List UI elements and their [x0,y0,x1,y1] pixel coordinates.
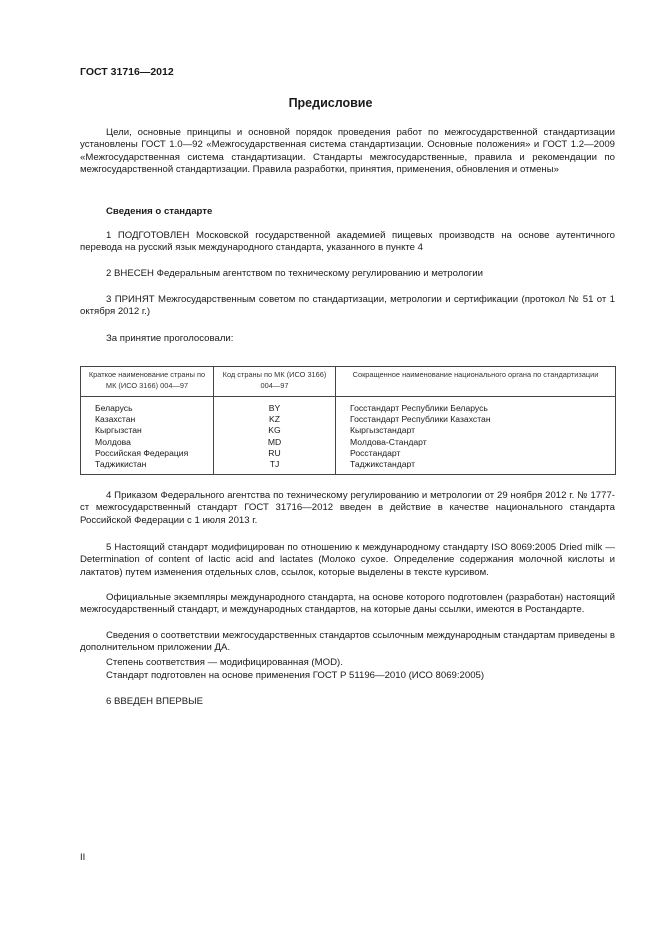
document-header: ГОСТ 31716—2012 [80,66,174,78]
body-cell: Госстандарт Республики Беларусь [336,397,616,415]
body-cell: Госстандарт Республики Казахстан [336,414,616,425]
info-heading: Сведения о стандарте [106,206,213,217]
table-row [81,414,616,425]
item-5-degree: Степень соответствия — модифицированная (MOD). [106,657,343,668]
item-5-conformity-info: Сведения о соответствии межгосударственных стандартов ссылочным международным стандартам приведены в дополнительном приложении ДА. [80,630,615,654]
item-5-basis: Стандарт подготовлен на основе применения ГОСТ Р 51196—2010 (ИСО 8069:2005) [106,670,485,681]
code-cell: BY [214,397,336,415]
code-cell: RU [214,448,336,459]
table-header-row [81,367,616,397]
table-row [81,397,616,415]
body-cell: Кыргызстандарт [336,425,616,436]
table-header-code: Код страны по МК (ИСО 3166) 004—97 [214,367,336,397]
body-cell: Таджикстандарт [336,459,616,475]
country-cell: Беларусь [81,397,214,415]
table-row [81,448,616,459]
item-1-prepared: 1 ПОДГОТОВЛЕН Московской государственной академией пищевых производств на основе аутентичного перевода на русский язык международного стандарта, указанного в пункте 4 [80,230,615,254]
body-cell: Росстандарт [336,448,616,459]
table-header-country: Краткое наименование страны по МК (ИСО 3166) 004—97 [81,367,214,397]
page-number: II [80,852,86,863]
country-cell: Таджикистан [81,459,214,475]
country-cell: Кыргызстан [81,425,214,436]
country-table [80,366,616,475]
table-row [81,425,616,436]
item-5-official-copies: Официальные экземпляры международного стандарта, на основе которого подготовлен (разработан) настоящий межгосударственный стандарт, и международных стандартов, на которые даны ссылки, имеются в Ростандарте. [80,592,615,616]
country-cell: Казахстан [81,414,214,425]
code-cell: KG [214,425,336,436]
code-cell: MD [214,437,336,448]
intro-paragraph: Цели, основные принципы и основной порядок проведения работ по межгосударственной стандартизации установлены ГОСТ 1.0—92 «Межгосударственная система стандартизации. Основные положения» и ГОСТ 1.2—2009 «Межгосударственная система стандартизации. Стандарты межгосударственные, правила и рекомендации по межгосударственной стандартизации. Правила разработки, принятия, применения, обновления и отмены» [80,127,615,175]
code-cell: KZ [214,414,336,425]
item-3-adopted: 3 ПРИНЯТ Межгосударственным советом по стандартизации, метрологии и сертификации (протокол № 51 от 1 октября 2012 г.) [80,294,615,318]
table-header-body: Сокращенное наименование национального органа по стандартизации [336,367,616,397]
country-cell: Молдова [81,437,214,448]
page-title: Предисловие [288,96,373,110]
item-5-modified: 5 Настоящий стандарт модифицирован по отношению к международному стандарту ISO 8069:2005 Dried milk — Determination of content of lactic acid and lactates (Молоко сухое. Определение содержания молочной кислоты и лактатов) путем изменения отдельных слов, ссылок, которые выделены в тексте курсивом. [80,542,615,578]
body-cell: Молдова-Стандарт [336,437,616,448]
vote-caption: За принятие проголосовали: [106,333,234,344]
country-cell: Российская Федерация [81,448,214,459]
item-4-order: 4 Приказом Федерального агентства по техническому регулированию и метрологии от 29 ноября 2012 г. № 1777-ст межгосударственный стандарт ГОСТ 31716—2012 введен в действие в качестве национального стандарта Российской Федерации с 1 июля 2013 г. [80,490,615,526]
table-row [81,437,616,448]
table-row [81,459,616,475]
item-2-introduced: 2 ВНЕСЕН Федеральным агентством по техническому регулированию и метрологии [106,268,484,279]
item-6-first-introduced: 6 ВВЕДЕН ВПЕРВЫЕ [106,696,204,707]
code-cell: TJ [214,459,336,475]
